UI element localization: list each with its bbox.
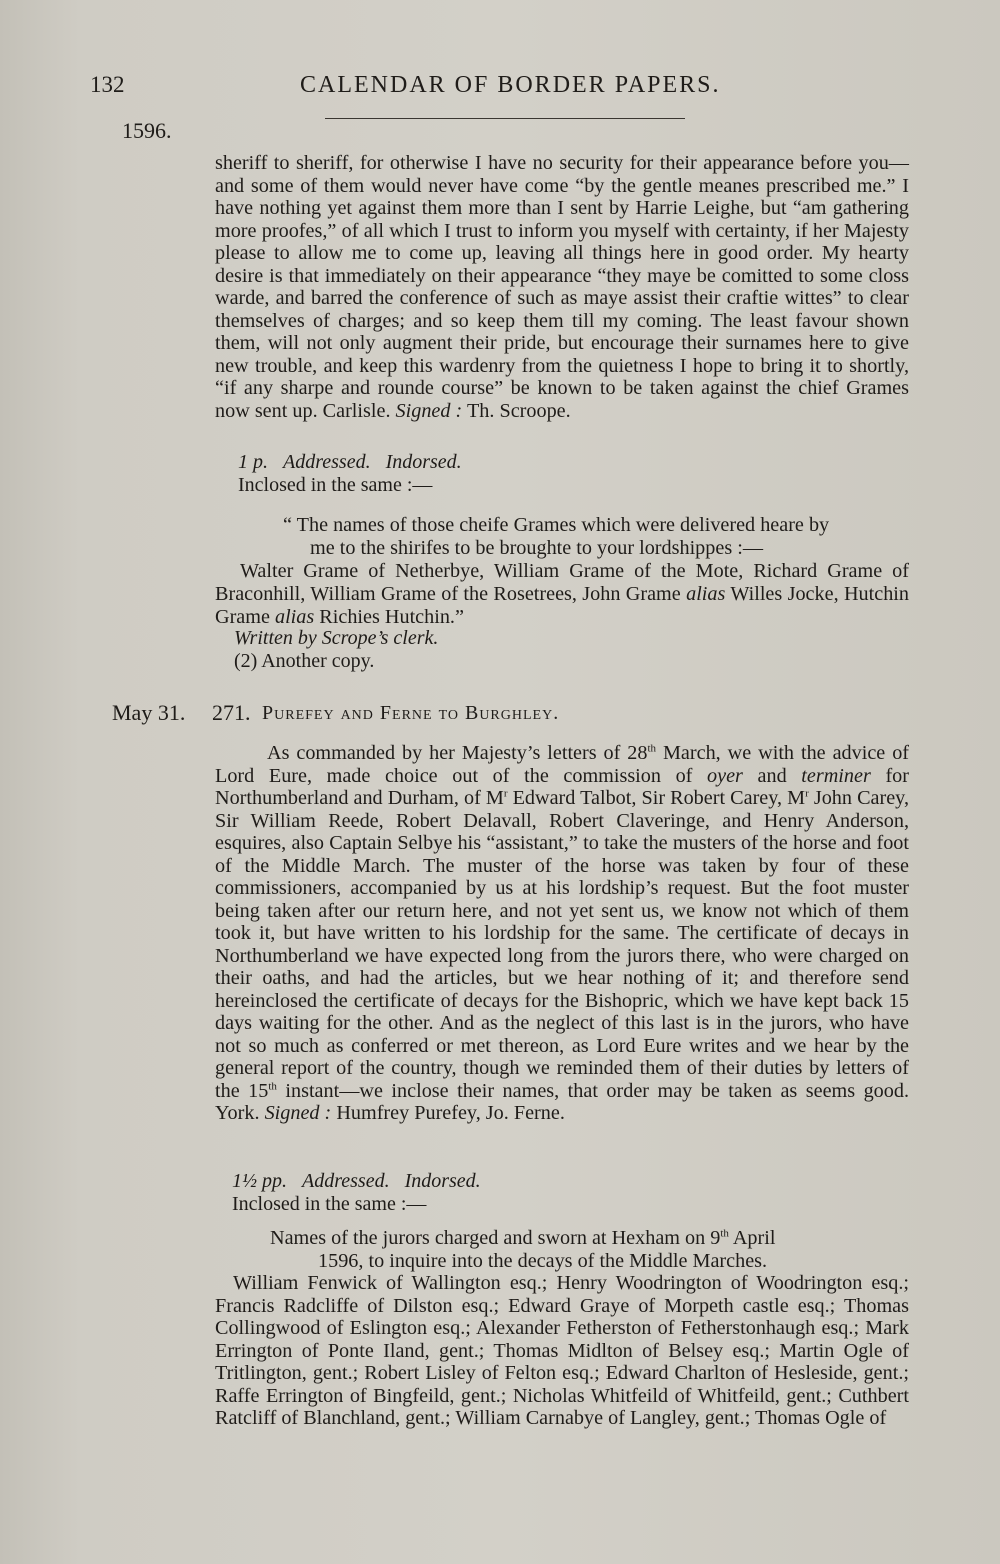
sup-r-2: r: [805, 787, 809, 800]
grame-names: [215, 560, 909, 629]
and-word: and: [742, 764, 802, 787]
body-part-2: March, we with the advice of Lord Eure, made choice out of the commission of: [215, 742, 910, 787]
entry-signed-name: Humfrey Purefey, Jo. Ferne.: [336, 1102, 565, 1124]
header-rule: [325, 118, 685, 119]
heading-line-1b: April: [728, 1227, 776, 1249]
clerk-notes: [234, 627, 438, 673]
terminer: terminer: [801, 764, 871, 787]
written-by: Written by Scrope’s clerk.: [234, 627, 439, 649]
inclosed-label: Inclosed in the same :—: [238, 474, 433, 496]
signed-name: Th. Scroope.: [466, 399, 571, 422]
names-part-2: Willes Jocke, Hutchin Grame: [215, 583, 910, 628]
entry-note-addressed: Addressed.: [302, 1170, 390, 1192]
entry-date: May 31.: [112, 700, 186, 725]
letter-body: [215, 152, 909, 422]
margin-year: 1596.: [122, 118, 172, 143]
entry-inclosed-label: Inclosed in the same :—: [232, 1193, 427, 1215]
body-part-5: John Carey, Sir William Reede, Robert Delavall, Robert Claveringe, and Henry Anderson, esquires, also Captain Selbye his “assistant,” to take the musters of the horse and foot of the Middle March. The muster of the horse was taken by four of these commissioners, accompanied by us at his lordship’s request. But the foot muster being taken after our return here, and not yet sent us, we know not which of them took it, but have written to his lordship for the same. The certificate of decays in Northumberland we have expected long from the jurors there, who were charged on their oaths, and had the articles, but we hear nothing of it; and therefore send hereinclosed the certificate of decays for the Bishopric, which we have kept back 15 days waiting for the other. And as the neglect of this last is in the jurors, who have not so much as conferred or met thereon, as Lord Eure writes and we hear by the general report of the country, though we reminded them of their duties by letters of the 15: [215, 787, 910, 1102]
alias-1: alias: [686, 583, 726, 605]
letter-body-text: sheriff to sheriff, for otherwise I have no security for their appearance before you—and some of them would never have come “by the gentle meanes prescribed me.” I have nothing yet against them more than I sent by Harrie Leighe, but “am gathering more proofes,” of all which I trust to inform you myself with certainty, if her Majesty please to allow me to come up, leaving all things here in good order. My hearty desire is that immediately on their appearance “they maye be comitted to some closs warde, and barred the conference of such as maye assist their craftie wittes” to clear themselves of charges; and so keep them till my coming. The least favour shown them, will not only augment their pride, but encourage their surnames here to give new trouble, and keep this wardenry from the quietness I hope to bring it to shortly, “if any sharpe and rounde course” be known to be taken against the chief Grames now sent up. Carlisle.: [215, 152, 909, 422]
note-pages: 1 p.: [238, 451, 268, 473]
letter-continuation: [215, 152, 909, 422]
signed-label: Signed :: [395, 399, 463, 422]
names-part-3: Richies Hutchin.”: [319, 606, 464, 628]
entry-note-indorsed: Indorsed.: [404, 1170, 481, 1192]
enclosure-quote: [215, 514, 909, 629]
sup-r-1: r: [503, 787, 508, 800]
jurors-text: William Fenwick of Wallington esq.; Henry Woodrington of Woodrington esq.; Francis Radcliffe of Dilston esq.; Edward Graye of Morpeth castle esq.; Thomas Collingwood of Eslington esq.; Alexander Fetherston of Fetherstonhaugh esq.; Mark Errington of Ponte Iland, gent.; Thomas Midlton of Belsey esq.; Martin Ogle of Tritlington, gent.; Robert Lisley of Felton esq.; Edward Charlton of Hesleside, gent.; Raffe Errington of Bingfeild, gent.; Nicholas Whitfeild of Whitfeild, gent.; Cuthbert Ratcliff of Blanchland, gent.; William Carnabye of Langley, gent.; Thomas Ogle of: [215, 1272, 909, 1429]
names-part-1: Walter Grame of Netherbye, William Grame of the Mote, Richard Grame of Braconhill, William Grame of the Rosetrees, John Grame: [215, 560, 909, 605]
body-part-3: for Northumberland and Durham, of M: [215, 764, 909, 809]
quote-line-1: “ The names of those cheife Grames which were delivered heare by: [283, 514, 830, 536]
body-part-1: As commanded by her Majesty’s letters of 28: [267, 742, 648, 764]
body-part-6: instant—we inclose their names, that order may be taken as seems good. York.: [215, 1079, 909, 1124]
another-copy: (2) Another copy.: [234, 650, 375, 672]
letter-notes: [238, 451, 462, 497]
note-addressed: Addressed.: [283, 451, 371, 473]
entry-title: Purefey and Ferne to Burghley.: [262, 702, 560, 724]
alias-2: alias: [274, 606, 315, 628]
entry-paragraph: [215, 742, 909, 1125]
entry-body: [215, 742, 909, 1125]
quote-line-2: me to the shirifes to be broughte to your lordshippes :—: [310, 537, 764, 559]
jurors-heading-line-1: [270, 1227, 910, 1250]
page-number: 132: [90, 72, 125, 97]
jurors-heading-line-2: 1596, to inquire into the decays of the Middle Marches.: [318, 1250, 768, 1272]
note-indorsed: Indorsed.: [385, 451, 462, 473]
body-part-4: Edward Talbot, Sir Robert Carey, M: [507, 787, 806, 809]
entry-signed-label: Signed :: [264, 1102, 332, 1124]
sup-th-2: th: [268, 1079, 277, 1092]
running-title: CALENDAR OF BORDER PAPERS.: [300, 72, 721, 98]
jurors-heading: [270, 1227, 910, 1273]
heading-line-1a: Names of the jurors charged and sworn at Hexham on 9: [270, 1227, 721, 1249]
jurors-list: [215, 1272, 909, 1430]
entry-note-pages: 1½ pp.: [232, 1170, 287, 1192]
sup-th-1: th: [647, 742, 657, 755]
entry-heading: [0, 700, 1000, 730]
oyer: oyer: [707, 764, 743, 787]
entry-notes: [232, 1170, 481, 1216]
heading-sup: th: [720, 1227, 729, 1240]
entry-number: 271.: [212, 700, 251, 725]
